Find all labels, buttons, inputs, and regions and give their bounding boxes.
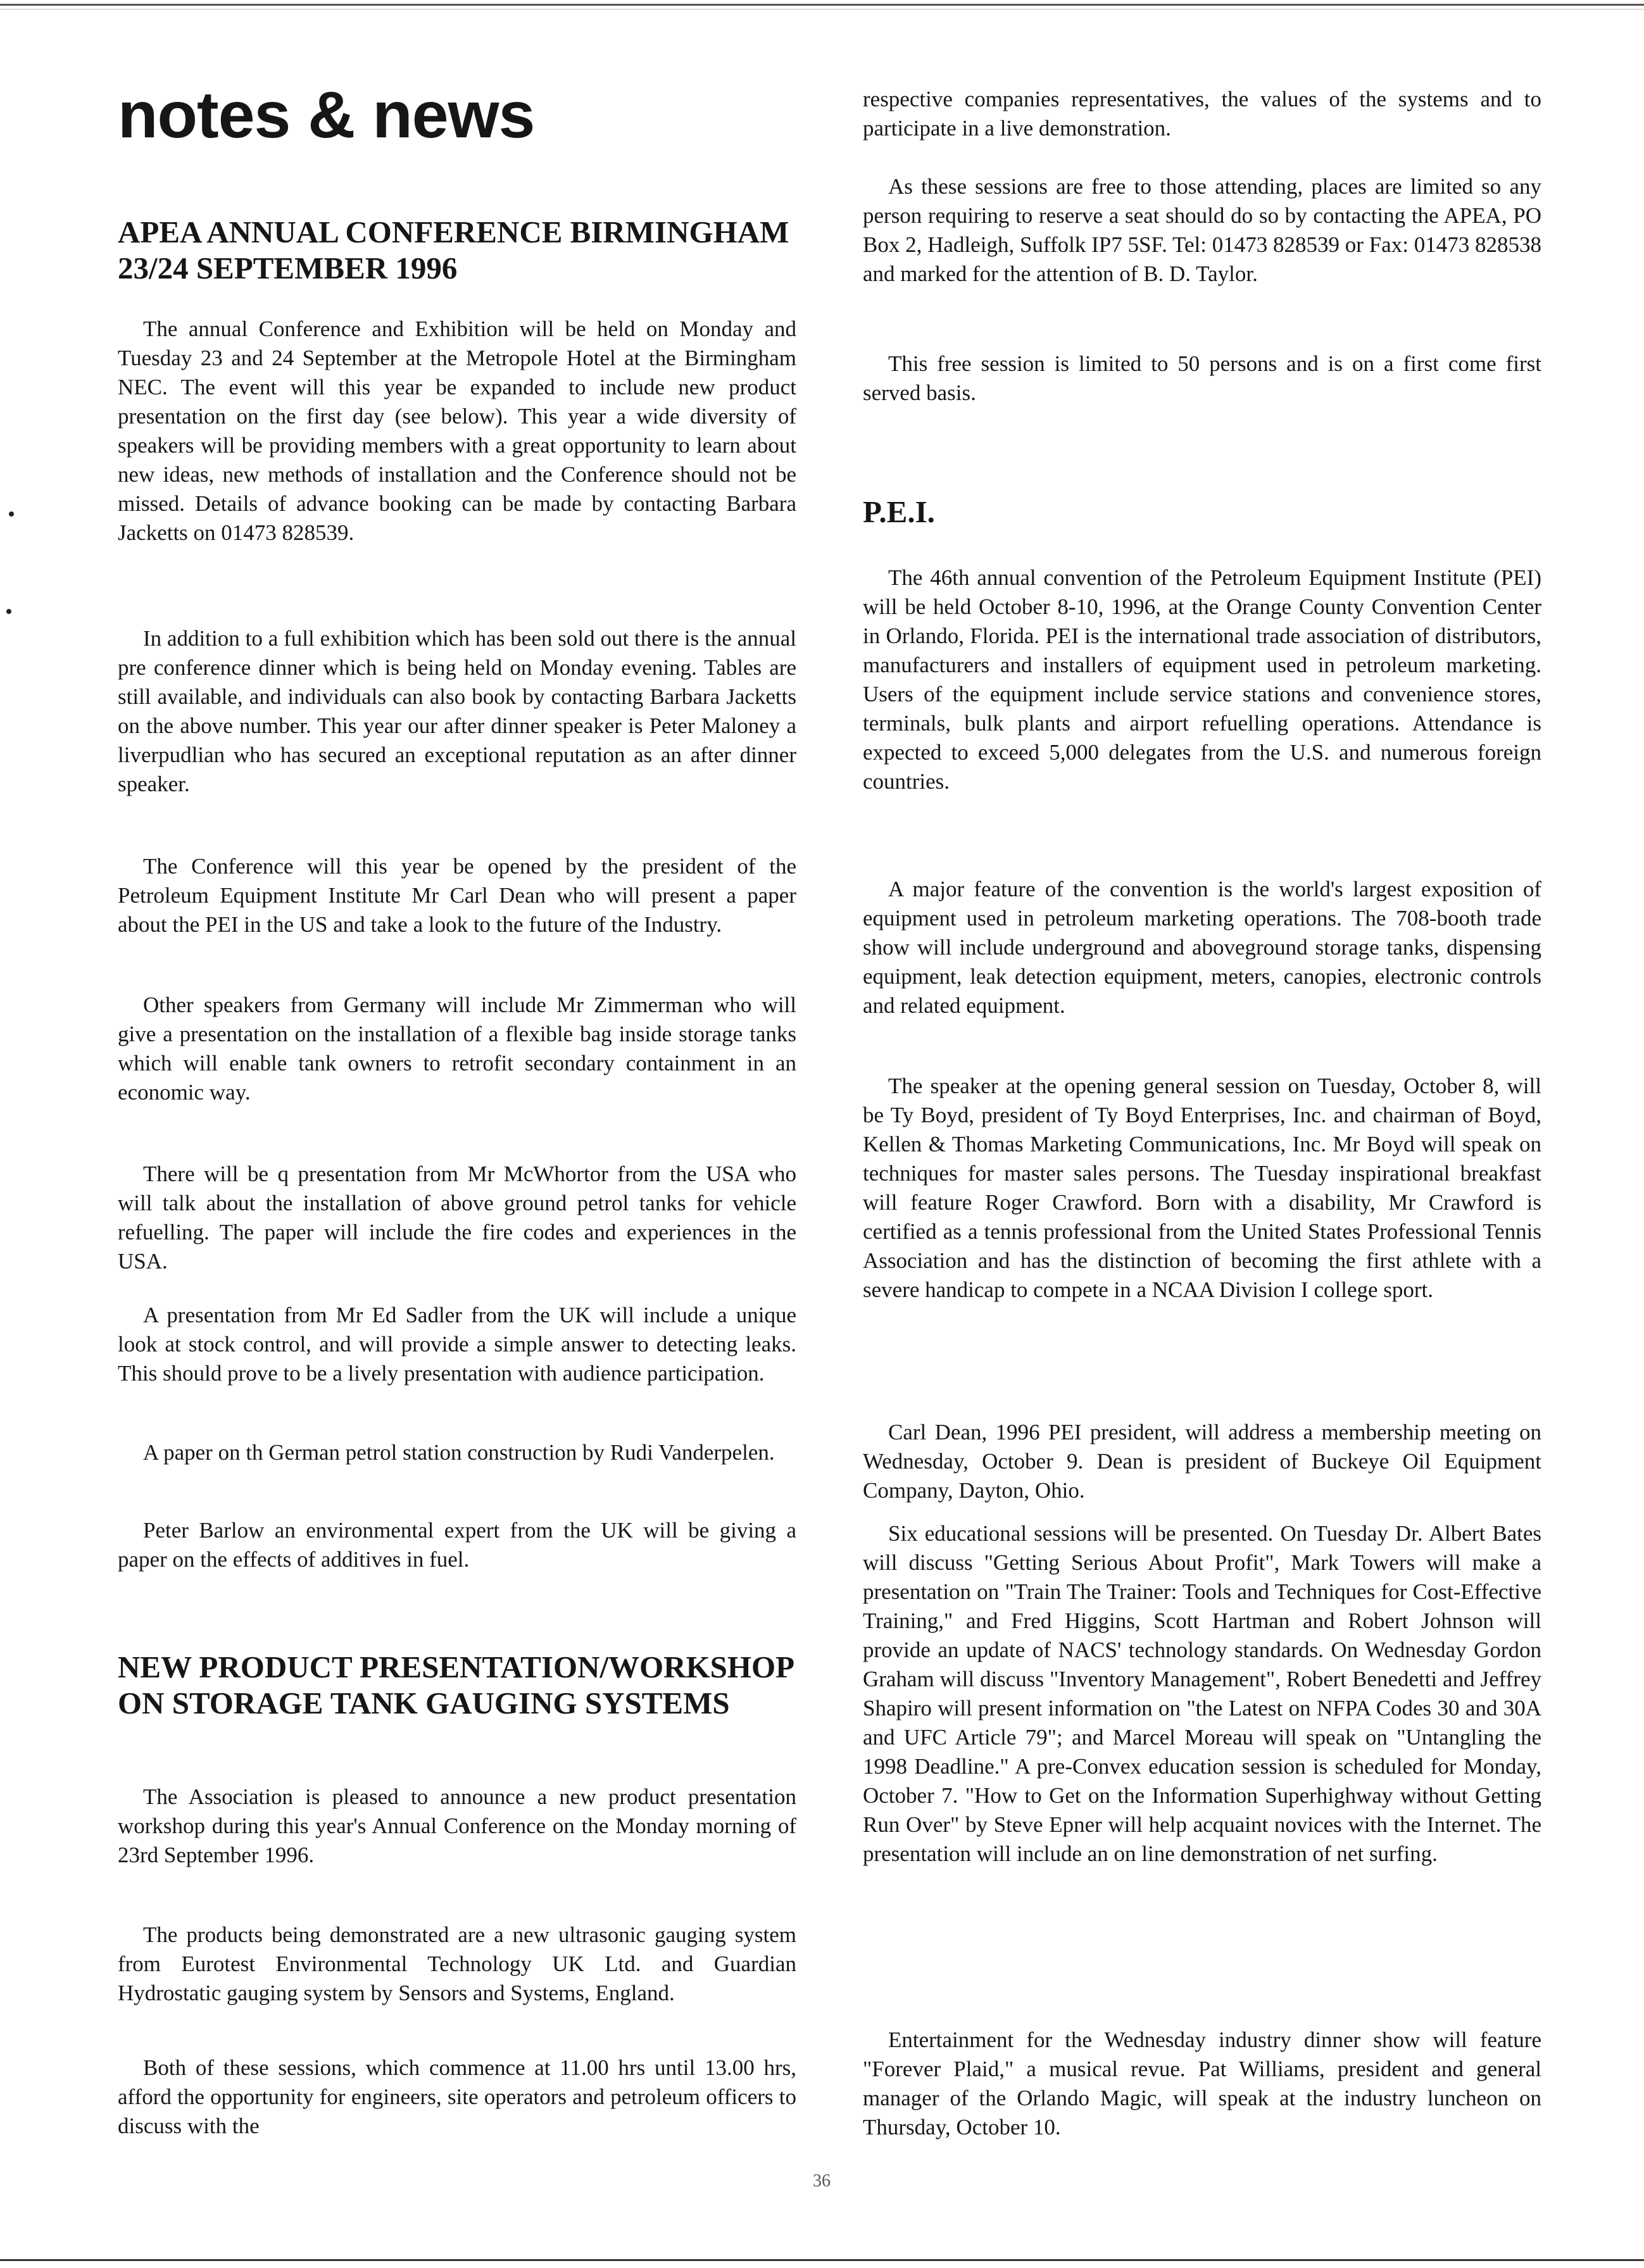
bottom-rule	[0, 2259, 1644, 2261]
pei-paragraph: The speaker at the opening general session on Tuesday, October 8, will be Ty Boyd, president of Ty Boyd Enterprises, Inc. and chairman of Boyd, Kellen & Thomas Marketing Communications, Inc. Mr Boyd will speak on techniques for master sales persons. The Tuesday inspirational breakfast will feature Roger Crawford. Born with a disability, Mr Crawford is certified as a tennis professional from the United States Professional Tennis Association and has the distinction of becoming the first athlete with a severe handicap to compete in a NCAA Division I college sport.	[863, 1074, 1541, 1302]
apea-paragraph: A presentation from Mr Ed Sadler from the UK will include a unique look at stock control, and will provide a simple answer to detecting leaks. This should prove to be a lively presentation with audience participation.	[118, 1303, 796, 1386]
pei-paragraph: A major feature of the convention is the world's largest exposition of equipment used in petroleum marketing operations. The 708-booth trade show will include underground and aboveground storage tanks, dispensing equipment, leak detection equipment, meters, canopies, electronic controls and related equipment.	[863, 877, 1541, 1018]
pei-paragraph: Entertainment for the Wednesday industry dinner show will feature "Forever Plaid," a musical revue. Pat Williams, president and general manager of the Orlando Magic, will speak at the industry luncheon on Thursday, October 10.	[863, 2027, 1541, 2140]
apea-paragraph: The Conference will this year be opened by the president of the Petroleum Equipment Institute Mr Carl Dean who will present a paper about the PEI in the US and take a look to the future of the Industry.	[118, 854, 796, 937]
apea-heading: APEA ANNUAL CONFERENCE BIRMINGHAM 23/24 SEPTEMBER 1996	[118, 215, 789, 285]
pei-paragraph: The 46th annual convention of the Petroleum Equipment Institute (PEI) will be held October 8-10, 1996, at the Orange County Convention Center in Orlando, Florida. PEI is the international trade association of distributors, manufacturers and installers of equipment used in petroleum marketing. Users of the equipment include service stations and convenience stores, terminals, bulk plants and airport refuelling operations. Attendance is expected to exceed 5,000 delegates from the U.S. and numerous foreign countries.	[863, 565, 1541, 794]
apea-paragraph: There will be q presentation from Mr McWhortor from the USA who will talk about the installation of above ground petrol tanks for vehicle refuelling. The paper will include the fire codes and experiences in the USA.	[118, 1162, 796, 1274]
margin-mark	[6, 609, 11, 614]
pei-paragraph: Carl Dean, 1996 PEI president, will address a membership meeting on Wednesday, October 9. Dean is president of Buckeye Oil Equipment Company, Dayton, Ohio.	[863, 1420, 1541, 1503]
masthead-title: notes & news	[118, 78, 535, 152]
workshop-paragraph: Both of these sessions, which commence at 11.00 hrs until 13.00 hrs, afford the opportunity for engineers, site operators and petroleum officers to discuss with the	[118, 2055, 796, 2138]
top-rule	[0, 4, 1644, 6]
workshop-continued-paragraph: This free session is limited to 50 persons and is on a first come first served basis.	[863, 351, 1541, 405]
apea-paragraph: Peter Barlow an environmental expert from the UK will be giving a paper on the effects of additives in fuel.	[118, 1518, 796, 1572]
pei-paragraph: Six educational sessions will be presented. On Tuesday Dr. Albert Bates will discuss "Getting Serious About Profit", Mark Towers will make a presentation on "Train The Trainer: Tools and Techniques for Cost-Effective Training," and Fred Higgins, Scott Hartman and Robert Johnson will provide an update of NACS' technology standards. On Wednesday Gordon Graham will discuss "Inventory Management", Robert Benedetti and Jeffrey Shapiro will present information on "the Latest on NFPA Codes 30 and 30A and UFC Article 79"; and Marcel Moreau will speak on "Untangling the 1998 Deadline." A pre-Convex education session is scheduled for Monday, October 7. "How to Get on the Information Superhighway without Getting Run Over" by Steve Epner will help acquaint novices with the Internet. The presentation will include an on line demonstration of net surfing.	[863, 1521, 1541, 1866]
page-number: 36	[813, 2171, 831, 2191]
margin-mark	[9, 511, 14, 517]
workshop-continued-paragraph: respective companies representatives, the values of the systems and to participate in a live demonstration.	[863, 87, 1541, 141]
apea-paragraph: In addition to a full exhibition which has been sold out there is the annual pre conference dinner which is being held on Monday evening. Tables are still available, and individuals can also book by contacting Barbara Jacketts on the above number. This year our after dinner speaker is Peter Maloney a liverpudlian who has secured an exceptional reputation as an after dinner speaker.	[118, 626, 796, 796]
apea-paragraph: The annual Conference and Exhibition will be held on Monday and Tuesday 23 and 24 September at the Metropole Hotel at the Birmingham NEC. The event will this year be expanded to include new product presentation on the first day (see below). This year a wide diversity of speakers will be providing members with a great opportunity to learn about new ideas, new methods of installation and the Conference should not be missed. Details of advance booking can be made by contacting Barbara Jacketts on 01473 828539.	[118, 316, 796, 545]
workshop-heading: NEW PRODUCT PRESENTATION/WORKSHOP ON STORAGE TANK GAUGING SYSTEMS	[118, 1650, 793, 1720]
workshop-paragraph: The products being demonstrated are a new ultrasonic gauging system from Eurotest Environmental Technology UK Ltd. and Guardian Hydrostatic gauging system by Sensors and Systems, England.	[118, 1922, 796, 2005]
workshop-continued-paragraph: As these sessions are free to those attending, places are limited so any person requiring to reserve a seat should do so by contacting the APEA, PO Box 2, Hadleigh, Suffolk IP7 5SF. Tel: 01473 828539 or Fax: 01473 828538 and marked for the attention of B. D. Taylor.	[863, 174, 1541, 286]
apea-paragraph: Other speakers from Germany will include Mr Zimmerman who will give a presentation on the installation of a flexible bag inside storage tanks which will enable tank owners to retrofit secondary containment in an economic way.	[118, 993, 796, 1105]
workshop-paragraph: The Association is pleased to announce a new product presentation workshop during this year's Annual Conference on the Monday morning of 23rd September 1996.	[118, 1784, 796, 1867]
apea-paragraph: A paper on th German petrol station construction by Rudi Vanderpelen.	[143, 1440, 775, 1465]
pei-heading: P.E.I.	[863, 494, 935, 529]
